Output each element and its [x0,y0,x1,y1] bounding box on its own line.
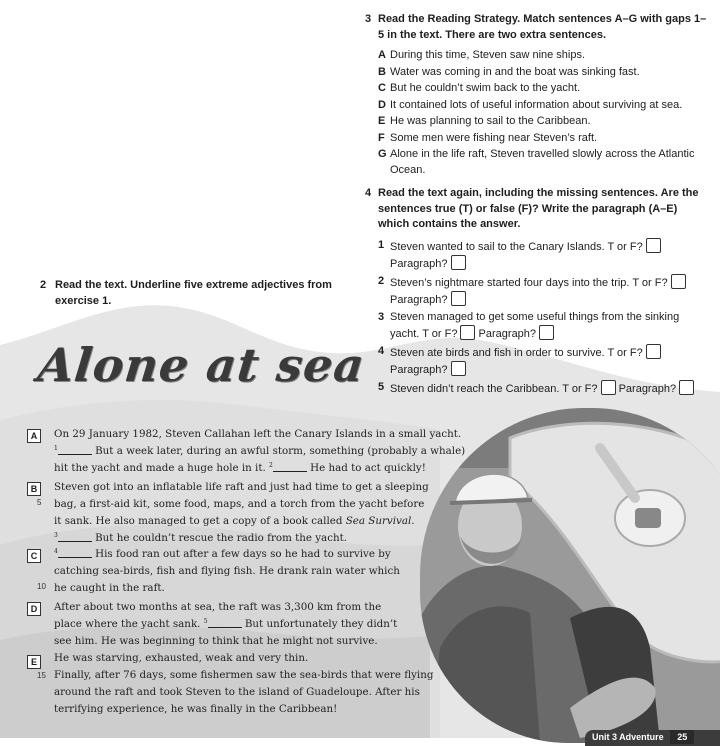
line-number: 5 [37,498,42,507]
option-text: Alone in the life raft, Steven travelled slowly across the Atlantic Ocean. [390,148,695,176]
option-text: Some men were fishing near Steven’s raft. [390,131,598,144]
tf-label: T or F? [607,240,643,253]
tf-label: T or F? [632,276,668,289]
item-text: Steven didn’t reach the Caribbean. [390,382,560,395]
option-letter: G [378,148,387,160]
text-line: But unfortunately they didn’t [244,618,398,630]
text-line: bag, a first-aid kit, some food, maps, and a torch from the yacht before [54,498,425,510]
book-title: Sea Survival [345,515,412,527]
gap-number: 3 [54,532,58,539]
option-text: It contained lots of useful information about surviving at sea. [390,98,683,111]
option-text: During this time, Steven saw nine ships. [390,49,586,61]
tf-answer-box[interactable] [671,274,686,289]
option-letter: C [378,82,386,94]
paragraph-b [54,479,429,547]
text-line: But he couldn’t rescue the radio from the yacht. [95,532,348,544]
item-number: 4 [378,344,385,357]
text-period: . [411,515,415,527]
paragraph-label-b: B [27,482,41,496]
text-line: Steven got into an inflatable life raft and just had time to get a sleeping [54,481,429,493]
exercise-2 [40,278,340,309]
page-number: 25 [670,730,694,744]
text-line: hit the yacht and made a huge hole in it. [54,462,266,474]
gap-5[interactable] [208,617,242,628]
gap-3[interactable] [58,531,92,542]
gap-number: 2 [269,462,273,469]
exercise-4 [365,186,710,398]
item-number: 5 [378,380,385,393]
option-text: He was planning to sail to the Caribbean. [390,115,591,127]
gap-4[interactable] [58,547,92,558]
text-line: terrifying experience, he was finally in the Caribbean! [54,703,338,715]
text-line: place where the yacht sank. [54,618,201,630]
tf-label: T or F? [562,382,598,395]
exercise-4-number: 4 [365,187,372,199]
gap-number: 1 [54,445,58,452]
line-number: 10 [37,582,46,591]
exercise-3-instruction: Read the Reading Strategy. Match sentences A–G with gaps 1–5 in the text. There are two extra sentences. [378,13,707,41]
exercise-4-items [365,238,710,398]
text-line: it sank. He also managed to get a copy of a book called [54,515,343,527]
text-line: catching sea-birds, fish and flying fish. He drank rain water which [54,565,400,577]
option-letter: F [378,131,385,144]
exercise-2-number: 2 [40,279,47,291]
option-b [378,65,710,81]
exercise-3-options [365,48,710,178]
option-letter: E [378,115,386,127]
item-text: Steven’s nightmare started four days into the trip. [390,276,630,289]
option-f [378,131,710,147]
text-line: On 29 January 1982, Steven Callahan left the Canary Islands in a small yacht. [54,428,462,440]
option-text: But he couldn’t swim back to the yacht. [390,82,581,94]
text-line: he caught in the raft. [54,582,165,594]
text-line: He had to act quickly! [310,462,426,474]
paragraph-label-d: D [27,602,41,616]
paragraph-label-a: A [27,429,41,443]
text-line: He was starving, exhausted, weak and very thin. [54,652,309,664]
tf-label: T or F? [607,346,643,359]
unit-label: Unit 3 Adventure [592,732,664,742]
gap-number: 4 [54,548,58,555]
text-line: see him. He was beginning to think that he might not survive. [54,635,378,647]
gap-2[interactable] [273,461,307,472]
paragraph-answer-box[interactable] [451,361,466,376]
paragraph-label: Paragraph? [390,294,448,306]
paragraph-c [54,546,400,597]
option-letter: A [378,49,386,61]
tf-answer-box[interactable] [646,238,661,253]
tf-answer-box[interactable] [601,380,616,395]
gap-number: 5 [203,618,208,625]
tf-item-4 [378,344,710,379]
paragraph-d [54,599,397,667]
tf-item-1 [378,238,710,273]
option-letter: D [378,98,386,111]
tf-answer-box[interactable] [646,344,661,359]
paragraph-label: Paragraph? [390,364,448,376]
text-line: After about two months at sea, the raft was 3,300 km from the [54,601,382,613]
item-text: Steven ate birds and fish in order to survive. [390,346,605,359]
line-number: 15 [37,671,46,680]
paragraph-answer-box[interactable] [679,380,694,395]
gap-1[interactable] [58,444,92,455]
text-line: Finally, after 76 days, some fishermen saw the sea-birds that were flying [54,669,434,681]
option-a [378,48,710,64]
paragraph-answer-box[interactable] [539,325,554,340]
exercise-3 [365,12,710,179]
paragraph-a [54,426,465,477]
text-line: around the raft and took Steven to the island of Guadeloupe. After his [54,686,420,698]
tf-item-5 [378,380,710,398]
paragraph-answer-box[interactable] [451,255,466,270]
paragraph-label-e: E [27,655,41,669]
text-line: But a week later, during an awful storm, something (probably a whale) [95,445,466,457]
paragraph-label-c: C [27,549,41,563]
option-letter: B [378,65,386,78]
option-e [378,114,710,130]
paragraph-answer-box[interactable] [451,291,466,306]
story-title: Alone at sea [35,338,368,392]
option-g [378,147,710,178]
item-number: 2 [378,274,385,287]
exercise-2-instruction: Read the text. Underline five extreme adjectives from exercise 1. [55,279,332,307]
exercise-4-instruction: Read the text again, including the missing sentences. Are the sentences true (T) or false (F)? Write the paragraph (A–E) which contains the answer. [378,187,699,230]
tf-item-3 [378,310,710,343]
item-text: Steven wanted to sail to the Canary Islands. [390,240,605,253]
tf-item-2 [378,274,710,309]
option-c [378,81,710,97]
paragraph-e [54,667,433,718]
item-number: 1 [378,238,385,251]
option-text: Water was coming in and the boat was sinking fast. [390,65,640,78]
paragraph-label: Paragraph? [390,258,448,270]
exercise-3-number: 3 [365,13,372,25]
option-d [378,98,710,114]
paragraph-label: Paragraph? [478,328,537,340]
tf-label: T or F? [422,328,458,340]
tf-answer-box[interactable] [460,325,475,340]
text-line: His food ran out after a few days so he had to survive by [95,548,391,560]
paragraph-label: Paragraph? [618,382,677,395]
item-text: Steven managed to get some useful things from the sinking yacht. [390,310,680,340]
item-number: 3 [378,310,385,323]
page-footer [585,730,720,746]
